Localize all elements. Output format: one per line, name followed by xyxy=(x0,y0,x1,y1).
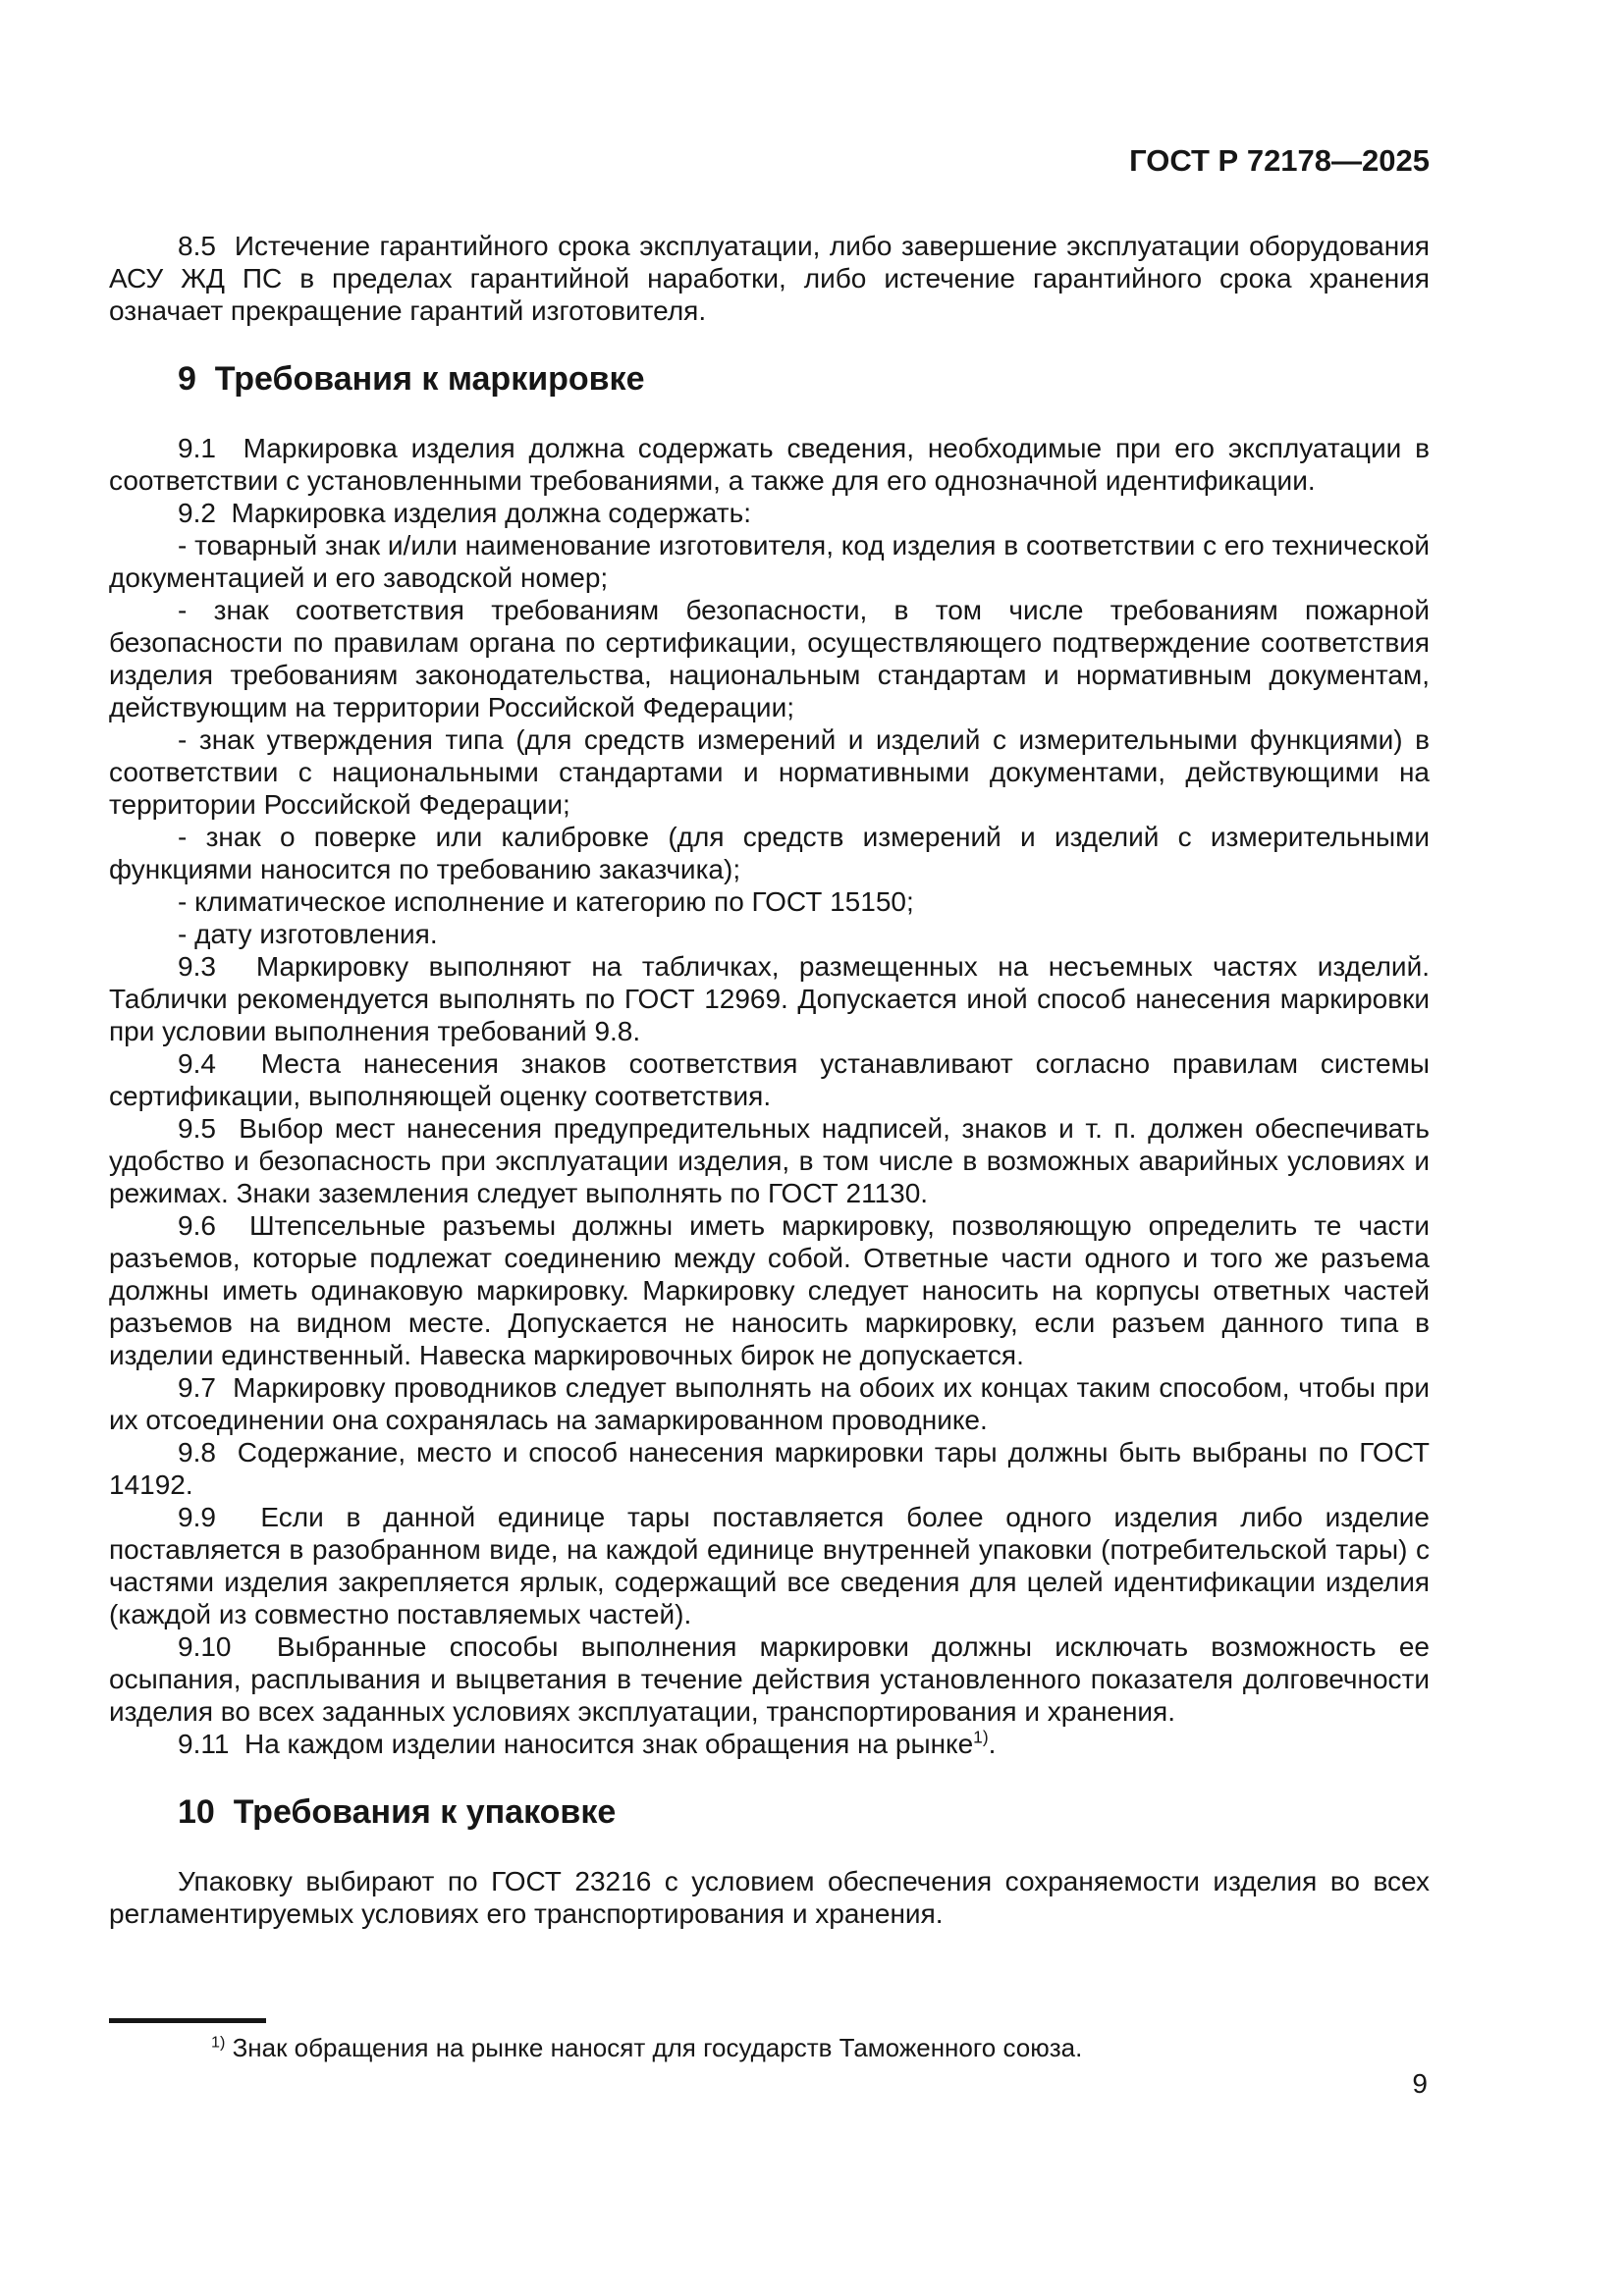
clause-9-8: 9.8 Содержание, место и способ нанесения маркировки тары должны быть выбраны по ГОСТ 14192. xyxy=(109,1437,1430,1500)
footnote-marker: 1) xyxy=(211,2033,226,2052)
footnote xyxy=(109,2033,1430,2063)
footnote-area xyxy=(109,2018,1430,2063)
clause-9-2-item-trademark: - товарный знак и/или наименование изготовителя, код изделия в соответствии с его технической документацией и его заводской номер; xyxy=(109,530,1430,593)
standard-code: ГОСТ Р 72178—2025 xyxy=(1129,143,1430,178)
clause-9-11-tail: . xyxy=(988,1729,997,1759)
clause-9-4: 9.4 Места нанесения знаков соответствия устанавливают согласно правилам системы сертификации, выполняющей оценку соответствия. xyxy=(109,1048,1430,1111)
clause-9-2: 9.2 Маркировка изделия должна содержать: xyxy=(178,498,751,528)
section-10-heading: 10 Требования к упаковке xyxy=(178,1793,617,1831)
clause-9-7: 9.7 Маркировку проводников следует выполнять на обоих их концах таким способом, чтобы при их отсоединении она сохранялась на замаркированном проводнике. xyxy=(109,1372,1430,1435)
clause-9-2-item-date: - дату изготовления. xyxy=(178,919,438,949)
section-9-heading: 9 Требования к маркировке xyxy=(178,360,645,398)
page-header xyxy=(109,143,1430,179)
clause-9-3: 9.3 Маркировку выполняют на табличках, размещенных на несъемных частях изделий. Таблички рекомендуется выполнять по ГОСТ 12969. Допускается иной способ нанесения маркировки при условии выполнения требований 9.8. xyxy=(109,951,1430,1046)
clause-9-6: 9.6 Штепсельные разъемы должны иметь маркировку, позволяющую определить те части разъемов, которые подлежат соединению между собой. Ответные части одного и того же разъема должны иметь одинаковую маркировку. Маркировку следует наносить на корпусы ответных частей разъемов на видном месте. Допускается не наносить маркировку, если разъем данного типа в изделии единственный. Навеска маркировочных бирок не допускается. xyxy=(109,1210,1430,1370)
document-body xyxy=(109,230,1430,1930)
clause-9-11 xyxy=(109,1728,1430,1760)
clause-9-5: 9.5 Выбор мест нанесения предупредительных надписей, знаков и т. п. должен обеспечивать удобство и безопасность при эксплуатации изделия, в том числе в возможных аварийных условиях и режимах. Знаки заземления следует выполнять по ГОСТ 21130. xyxy=(109,1113,1430,1208)
clause-9-2-item-type-approval: - знак утверждения типа (для средств измерений и изделий с измерительными функциями) в соответствии с национальными стандартами и нормативными документами, действующими на территории Российской Федерации; xyxy=(109,724,1430,820)
clause-8-5: 8.5 Истечение гарантийного срока эксплуатации, либо завершение эксплуатации оборудования АСУ ЖД ПС в пределах гарантийной наработки, либо истечение гарантийного срока хранения означает прекращение гарантий изготовителя. xyxy=(109,231,1430,326)
clause-9-1: 9.1 Маркировка изделия должна содержать сведения, необходимые при его эксплуатации в соответствии с установленными требованиями, а также для его однозначной идентификации. xyxy=(109,433,1430,496)
footnote-text: Знак обращения на рынке наносят для государств Таможенного союза. xyxy=(232,2033,1083,2062)
clause-9-9: 9.9 Если в данной единице тары поставляется более одного изделия либо изделие поставляется в разобранном виде, на каждой единице внутренней упаковки (потребительской тары) с частями изделия закрепляется ярлык, содержащий все сведения для целей идентификации изделия (каждой из совместно поставляемых частей). xyxy=(109,1502,1430,1629)
footnote-rule xyxy=(109,2018,266,2023)
clause-10-text: Упаковку выбирают по ГОСТ 23216 с условием обеспечения сохраняемости изделия во всех регламентируемых условиях его транспортирования и хранения. xyxy=(109,1866,1430,1929)
clause-9-10: 9.10 Выбранные способы выполнения маркировки должны исключать возможность ее осыпания, расплывания и выцветания в течение действия установленного показателя долговечности изделия во всех заданных условиях эксплуатации, транспортирования и хранения. xyxy=(109,1631,1430,1727)
clause-9-11-text: 9.11 На каждом изделии наносится знак обращения на рынке xyxy=(178,1729,974,1759)
clause-9-2-item-calibration: - знак о поверке или калибровке (для средств измерений и изделий с измерительными функциями наносится по требованию заказчика); xyxy=(109,822,1430,884)
footnote-reference: 1) xyxy=(973,1727,989,1747)
page-number: 9 xyxy=(1412,2068,1428,2099)
clause-9-2-item-safety-mark: - знак соответствия требованиям безопасности, в том числе требованиям пожарной безопасности по правилам органа по сертификации, осуществляющего подтверждение соответствия изделия требованиям законодательства, национальным стандартам и нормативным документам, действующим на территории Российской Федерации; xyxy=(109,595,1430,722)
clause-9-2-item-climatic: - климатическое исполнение и категорию по ГОСТ 15150; xyxy=(178,886,914,917)
